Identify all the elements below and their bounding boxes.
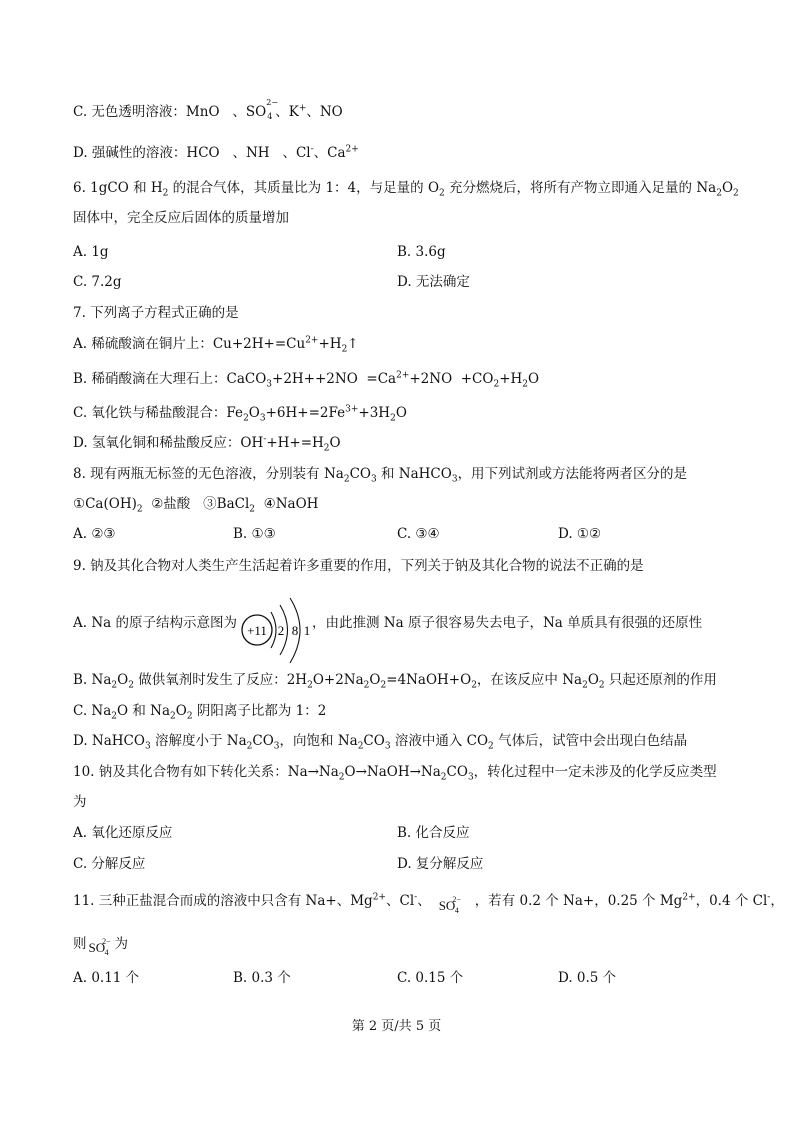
q10-stem-line2: 为 [73, 794, 87, 810]
q8-option-a: A. ②③ [73, 526, 116, 542]
sulfate-ion-formula-1: $SO^{2-}_4$ [438, 895, 461, 915]
q9-option-d: D. NaHCO$_3$ 溶解度小于 $Na_2CO_3$，向饱和 $Na_2CO_3$ 溶液中通入 $CO_2$ 气体后，试管中会出现白色结晶 [73, 733, 688, 752]
shell-3-electrons: 1 [303, 623, 311, 638]
q9-option-b: B. $Na_2O_2$ 做供氧剂时发生了反应：$2H_2O+2Na_2O_2=4NaOH+O_2$，在该反应中 $Na_2O_2$ 只起还原剂的作用 [73, 672, 717, 691]
page-number-footer: 第 2 页/共 5 页 [351, 1019, 442, 1034]
q7-option-c: C. 氧化铁与稀盐酸混合：$Fe_2O_3+6H+=2Fe^{3+}+3H_2O$ [73, 404, 407, 424]
q6-option-d: D. 无法确定 [397, 274, 470, 290]
q7-option-d: D. 氢氧化铜和稀盐酸反应：$OH^-+H+=H_2O$ [73, 434, 341, 454]
q9-option-a-pre: A. Na 的原子结构示意图为 [73, 615, 237, 631]
q6-option-a: A. 1g [73, 244, 109, 260]
q6-stem-line2: 固体中，完全反应后固体的质量增加 [73, 210, 289, 226]
q10-option-c: C. 分解反应 [73, 856, 146, 872]
q7-option-b: B. 稀硝酸滴在大理石上：CaCO$_3$+2H++2NO $=Ca^{2+}+2NO +CO_2+H_2O$ [73, 370, 540, 390]
q6-stem-line1: 6. 1gCO 和 $H_2$ 的混合气体，其质量比为 1：4，与足量的 $O_2$ 充分燃烧后，将所有产物立即通入足量的 $Na_2O_2$ [73, 180, 739, 199]
q8-option-b: B. ①③ [233, 526, 276, 542]
q9-stem: 9. 钠及其化合物对人类生产生活起着许多重要的作用，下列关于钠及其化合物的说法不正确的是 [73, 558, 644, 574]
q9-option-a-post: ，由此推测 Na 原子很容易失去电子，Na 单质具有很强的还原性 [312, 615, 703, 631]
q9-option-c: C. $Na_2O$ 和 $Na_2O_2$ 阴阳离子比都为 1：2 [73, 703, 327, 722]
q8-stem: 8. 现有两瓶无标签的无色溶液，分别装有 $Na_2CO_3$ 和 NaHCO$_3$，用下列试剂或方法能将两者区分的是 [73, 466, 688, 485]
q10-option-a: A. 氧化还原反应 [73, 825, 173, 841]
q10-option-b: B. 化合反应 [397, 825, 470, 841]
q11-option-d: D. 0.5 个 [558, 970, 617, 986]
q7-option-a: A. 稀硫酸滴在铜片上：$Cu+2H+=Cu^{2+}+H_2↑$ [73, 335, 359, 355]
q5-option-d: D. 强碱性的溶液：HCO 、NH 、Cl-、$Ca^{2+}$ [73, 144, 359, 161]
sodium-atom-structure-diagram [240, 597, 315, 667]
shell-1-electrons: 2 [277, 623, 285, 638]
q5-option-c: C. 无色透明溶液：MnO 、SO 2− 4 、K+、NO [73, 98, 343, 121]
q8-option-c: C. ③④ [397, 526, 440, 542]
q11-stem-line2: 则 $SO^{2-}_4$ 为 [73, 936, 128, 957]
q8-reagents: $①Ca(OH)_2$ ②盐酸 ③BaCl$_2$ ④NaOH [73, 496, 319, 515]
q6-option-b: B. 3.6g [397, 244, 446, 260]
shell-2-electrons: 8 [291, 623, 299, 638]
q8-option-d: D. ①② [558, 526, 602, 542]
q11-stem-line1: 11. 三种正盐混合而成的溶液中只含有 Na+、$Mg^{2+}$、Cl-、 $SO^{2-}_4$ ，若有 0.2 个 Na+，0.25 个 $Mg^{2+}$，0.4 个 Cl-， [73, 892, 784, 915]
q10-stem-line1: 10. 钠及其化合物有如下转化关系：$Na\to Na_2O\to NaOH\to Na_2CO_3$，转化过程中一定未涉及的化学反应类型 [73, 764, 717, 783]
sulfate-ion-formula-2: $SO^{2-}_4$ [88, 937, 111, 957]
q11-option-a: A. 0.11 个 [73, 970, 140, 986]
q7-stem: 7. 下列离子方程式正确的是 [73, 305, 239, 321]
q11-option-c: C. 0.15 个 [397, 970, 464, 986]
q11-option-b: B. 0.3 个 [233, 970, 291, 986]
atom-nucleus-label: +11 [247, 623, 267, 638]
q6-option-c: C. 7.2g [73, 274, 122, 290]
q10-option-d: D. 复分解反应 [397, 856, 484, 872]
